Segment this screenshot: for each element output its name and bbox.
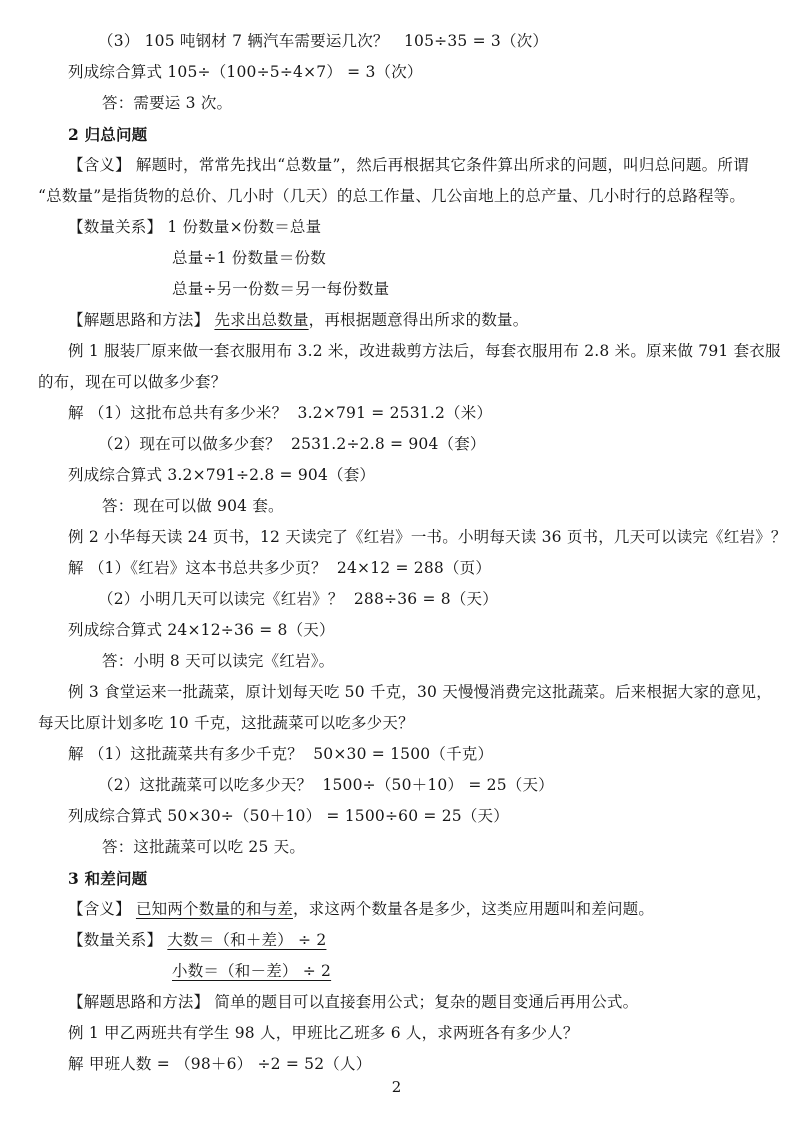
text-line [38, 243, 766, 274]
text-segment: （2）这批蔬菜可以吃多少天？ 1500÷（50＋10） = 25（天） [98, 776, 554, 794]
underlined-text: 大数＝（和＋差） ÷ 2 [167, 931, 327, 949]
text-line [38, 863, 766, 894]
text-line [38, 894, 766, 925]
text-line [38, 739, 766, 770]
text-line [38, 708, 766, 739]
text-line [38, 460, 766, 491]
text-line [38, 832, 766, 863]
text-line [38, 150, 766, 181]
text-line [38, 398, 766, 429]
text-line [38, 956, 766, 987]
text-segment: 【解题思路和方法】 简单的题目可以直接套用公式；复杂的题目变通后再用公式。 [68, 993, 639, 1011]
underlined-text: 已知两个数量的和与差 [135, 900, 293, 918]
text-line [38, 429, 766, 460]
text-segment: 例 1 甲乙两班共有学生 98 人，甲班比乙班多 6 人，求两班各有多少人？ [68, 1024, 579, 1042]
text-segment: 【含义】 [68, 900, 136, 918]
text-line [38, 584, 766, 615]
text-segment: 总量÷另一份数＝另一每份数量 [172, 280, 390, 298]
text-segment: 例 3 食堂运来一批蔬菜，原计划每天吃 50 千克，30 天慢慢消费完这批蔬菜。后来根据大家的意见， [68, 683, 772, 701]
page-number: 2 [391, 1078, 402, 1096]
text-line [38, 305, 766, 336]
text-segment: 列成综合算式 105÷（100÷5÷4×7） = 3（次） [68, 63, 423, 81]
text-line [38, 274, 766, 305]
text-segment: ，再根据题意得出所求的数量。 [308, 311, 529, 329]
text-line [38, 925, 766, 956]
text-line [38, 88, 766, 119]
text-segment: 列成综合算式 3.2×791÷2.8 = 904（套） [68, 466, 376, 484]
text-segment: 解 （1）《红岩》这本书总共多少页？ 24×12 = 288（页） [68, 559, 492, 577]
underlined-text: 先求出总数量 [214, 311, 309, 329]
text-segment: 列成综合算式 24×12÷36 = 8（天） [68, 621, 335, 639]
text-segment: 【数量关系】 [68, 931, 168, 949]
text-line [38, 491, 766, 522]
text-line [38, 26, 766, 57]
text-line [38, 987, 766, 1018]
text-segment: 答：这批蔬菜可以吃 25 天。 [102, 838, 306, 856]
text-segment: 例 1 服装厂原来做一套衣服用布 3.2 米，改进裁剪方法后，每套衣服用布 2.8 米。原来做 791 套衣服 [68, 342, 781, 360]
text-line [38, 615, 766, 646]
text-line [38, 57, 766, 88]
text-line [38, 553, 766, 584]
underlined-text: 小数＝（和－差） ÷ 2 [172, 962, 332, 980]
text-line [38, 801, 766, 832]
text-line [38, 119, 766, 150]
text-segment: 解 （1）这批蔬菜共有多少千克？ 50×30 = 1500（千克） [68, 745, 494, 763]
text-segment: 解 （1）这批布总共有多少米？ 3.2×791 = 2531.2（米） [68, 404, 493, 422]
text-segment: 解 甲班人数 = （98＋6） ÷2 = 52（人） [68, 1055, 372, 1073]
text-segment: 每天比原计划多吃 10 千克，这批蔬菜可以吃多少天？ [38, 714, 414, 732]
text-line [38, 367, 766, 398]
text-line [38, 677, 772, 708]
text-segment: 答：小明 8 天可以读完《红岩》。 [102, 652, 335, 670]
document-body [38, 26, 787, 1080]
text-line [38, 646, 766, 677]
text-segment: 列成综合算式 50×30÷（50＋10） = 1500÷60 = 25（天） [68, 807, 509, 825]
text-segment: 3 和差问题 [68, 869, 148, 888]
text-segment: 例 2 小华每天读 24 页书，12 天读完了《红岩》一书。小明每天读 36 页书，几天可以读完《红岩》？ [68, 528, 787, 546]
text-segment: （2）现在可以做多少套？ 2531.2÷2.8 = 904（套） [98, 435, 486, 453]
text-segment: 2 归总问题 [68, 125, 148, 144]
text-line [38, 1018, 766, 1049]
text-segment: ，求这两个数量各是多少，这类应用题叫和差问题。 [292, 900, 655, 918]
text-segment: 的布，现在可以做多少套？ [38, 373, 227, 391]
text-line [38, 181, 766, 212]
text-segment: “总数量”是指货物的总价、几小时（几天）的总工作量、几公亩地上的总产量、几小时行的总路程等。 [38, 187, 746, 205]
text-line [38, 770, 766, 801]
text-line [38, 1049, 766, 1080]
text-segment: 【数量关系】 1 份数量×份数＝总量 [68, 218, 322, 236]
text-segment: 【解题思路和方法】 [68, 311, 215, 329]
text-line [38, 336, 781, 367]
text-line [38, 212, 766, 243]
text-segment: 答：现在可以做 904 套。 [102, 497, 284, 515]
text-segment: 答：需要运 3 次。 [102, 94, 233, 112]
text-line [38, 522, 787, 553]
text-segment: （2）小明几天可以读完《红岩》？ 288÷36 = 8（天） [98, 590, 498, 608]
text-segment: 【含义】 解题时，常常先找出“总数量”，然后再根据其它条件算出所求的问题，叫归总问题。所谓 [68, 156, 749, 174]
text-segment: （3） 105 吨钢材 7 辆汽车需要运几次？ 105÷35 = 3（次） [98, 32, 549, 50]
text-segment: 总量÷1 份数量＝份数 [172, 249, 326, 267]
